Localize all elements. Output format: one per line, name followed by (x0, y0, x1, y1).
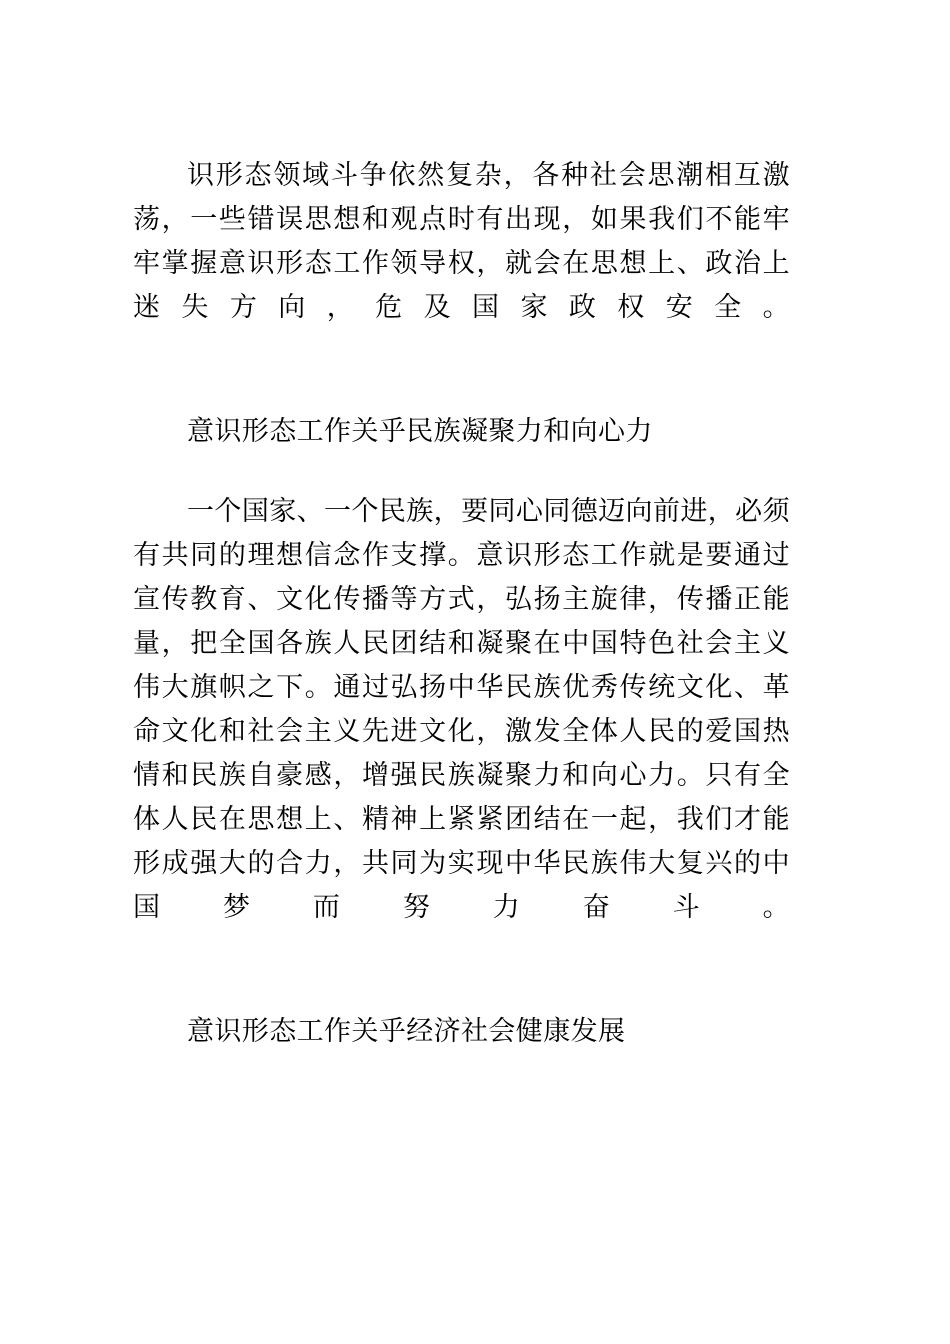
body-paragraph-common-ideals: 一个国家、一个民族，要同心同德迈向前进，必须有共同的理想信念作支撑。意识形态工作就是要通过宣传教育、文化传播等方式，弘扬主旋律，传播正能量，把全国各族人民团结和凝聚在中国特色社会主义伟大旗帜之下。通过弘扬中华民族优秀传统文化、革命文化和社会主义先进文化，激发全体人民的爱国热情和民族自豪感，增强民族凝聚力和向心力。只有全体人民在思想上、精神上紧紧团结在一起，我们才能形成强大的合力，共同为实现中华民族伟大复兴的中国梦而努力奋斗。 (133, 496, 790, 922)
document-content (133, 153, 790, 1053)
section-heading-economic-social-development: 意识形态工作关乎经济社会健康发展 (187, 1016, 626, 1046)
section-heading-national-cohesion: 意识形态工作关乎民族凝聚力和向心力 (187, 416, 653, 446)
body-paragraph-ideology-struggle: 识形态领域斗争依然复杂，各种社会思潮相互激荡，一些错误思想和观点时有出现，如果我们不能牢牢掌握意识形态工作领导权，就会在思想上、政治上迷失方向，危及国家政权安全。 (133, 160, 790, 322)
